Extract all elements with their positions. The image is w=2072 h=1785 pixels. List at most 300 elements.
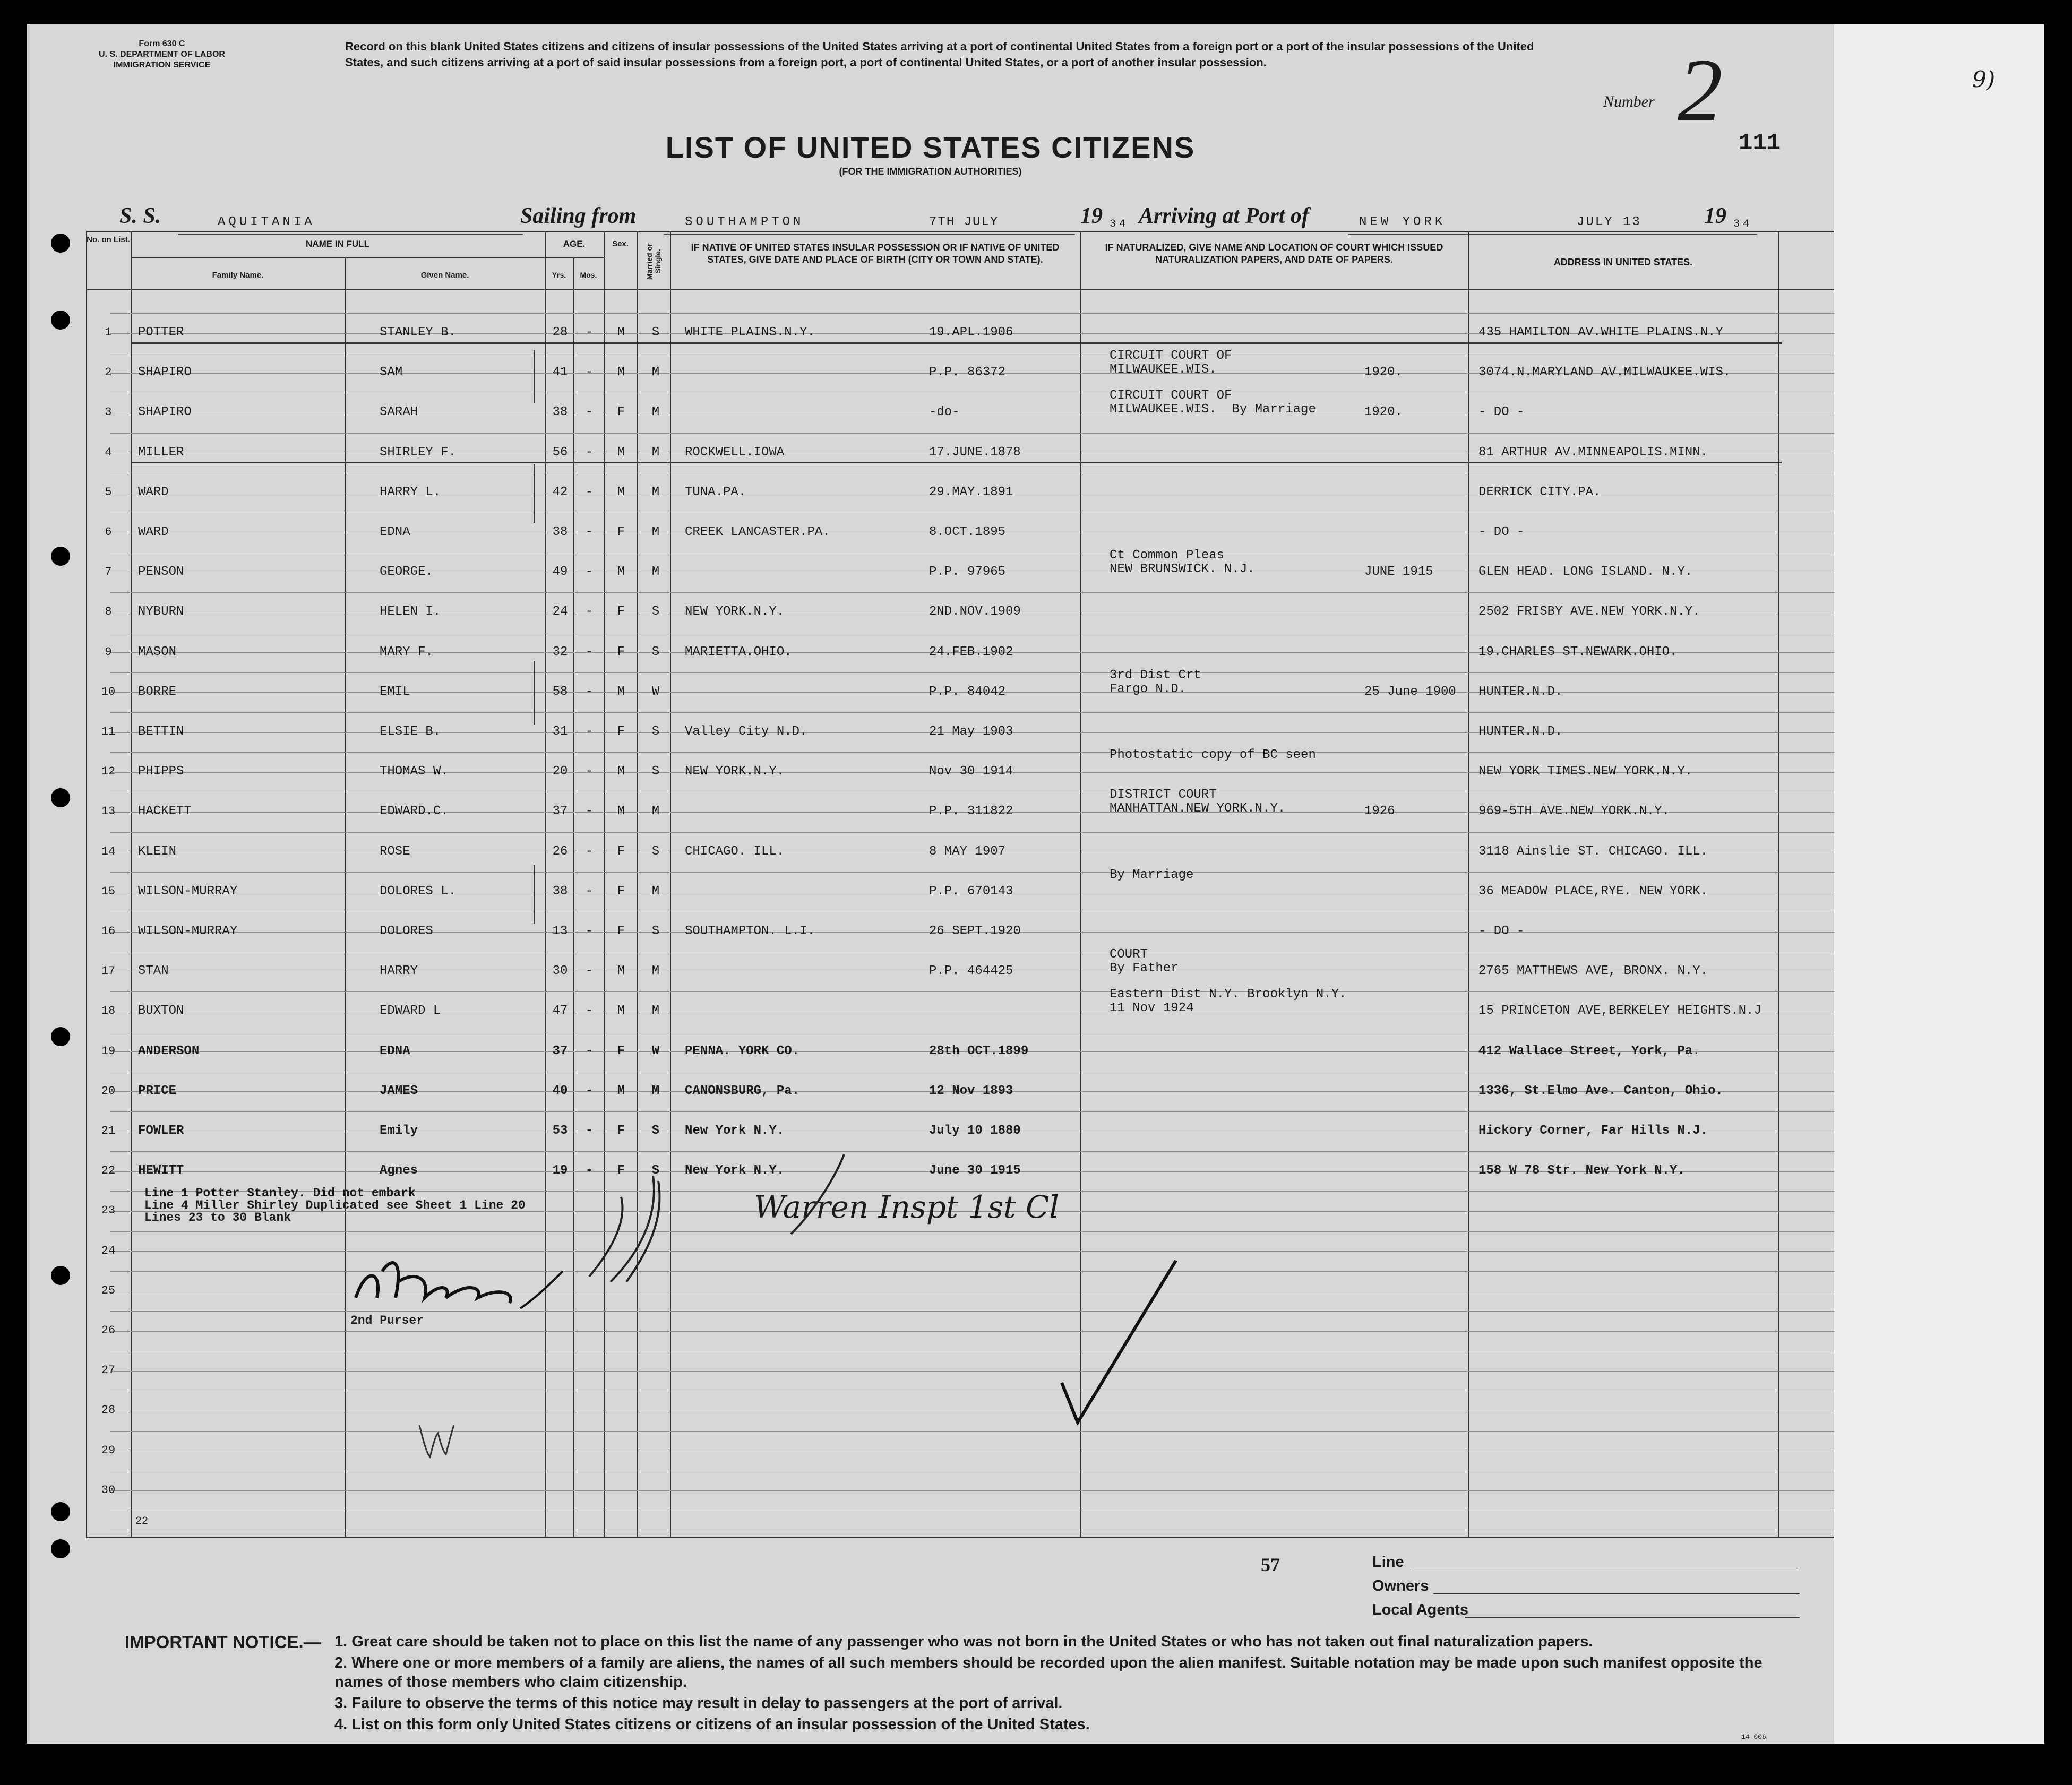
- marital-status-cell: M: [651, 485, 660, 499]
- row-number: 21: [101, 1124, 116, 1137]
- given-name-cell: EDNA: [380, 525, 410, 539]
- family-name-cell: POTTER: [138, 325, 184, 340]
- address-cell: 15 PRINCETON AVE,BERKELEY HEIGHTS.N.J: [1478, 1004, 1761, 1018]
- sex-cell: F: [617, 1124, 625, 1138]
- binder-hole: [51, 1502, 70, 1521]
- given-name-cell: EDWARD L: [380, 1004, 441, 1018]
- row-number: 10: [101, 685, 116, 699]
- naturalization-date-cell: 25 June 1900: [1364, 685, 1456, 699]
- address-cell: 2765 MATTHEWS AVE, BRONX. N.Y.: [1478, 964, 1708, 978]
- age-years-cell: 24: [552, 605, 568, 619]
- row-number: 18: [101, 1004, 116, 1017]
- notice-item: 3. Failure to observe the terms of this notice may result in delay to passengers at the port of arrival.: [334, 1695, 1063, 1712]
- family-bracket: [534, 464, 535, 523]
- row-number: 28: [101, 1403, 116, 1417]
- address-cell: 969-5TH AVE.NEW YORK.N.Y.: [1478, 804, 1670, 818]
- arrival-date: JULY 13: [1577, 215, 1641, 229]
- given-name-cell: HARRY L.: [380, 485, 441, 499]
- sex-cell: M: [617, 685, 625, 699]
- marital-status-cell: M: [651, 445, 660, 460]
- age-months-cell: -: [585, 525, 594, 539]
- birth-date-cell: July 10 1880: [929, 1124, 1021, 1138]
- col-divider-married: [670, 231, 671, 1537]
- age-subheader-border: [545, 257, 604, 258]
- age-months-cell: -: [585, 1163, 594, 1178]
- birth-date-cell: Nov 30 1914: [929, 764, 1013, 779]
- list-number: 2: [1678, 40, 1723, 140]
- row-number: 15: [101, 885, 116, 898]
- row-number: 3: [105, 406, 112, 419]
- row-number: 11: [101, 725, 116, 738]
- line-label: Line: [1372, 1554, 1404, 1571]
- manifest-sheet: [27, 24, 1834, 1744]
- birth-date-cell: P.P. 97965: [929, 565, 1006, 579]
- given-name-cell: DOLORES L.: [380, 884, 457, 899]
- family-name-cell: KLEIN: [138, 844, 177, 859]
- family-name-cell: WILSON-MURRAY: [138, 884, 238, 899]
- row-number: 1: [105, 326, 112, 339]
- address-cell: 158 W 78 Str. New York N.Y.: [1478, 1163, 1685, 1178]
- age-months-cell: -: [585, 365, 594, 380]
- marital-status-cell: S: [651, 645, 660, 659]
- marital-status-cell: M: [651, 964, 660, 978]
- birth-place-cell: CREEK LANCASTER.PA.: [685, 525, 830, 539]
- birth-date-cell: 8.OCT.1895: [929, 525, 1006, 539]
- sailing-port: SOUTHAMPTON: [685, 215, 804, 229]
- given-name-cell: STANLEY B.: [380, 325, 457, 340]
- bottom-margin-note: 22: [135, 1515, 149, 1528]
- arriving-label: Arriving at Port of: [1139, 204, 1309, 228]
- form-line: Form 630 C: [139, 39, 185, 48]
- arrival-year: 34: [1733, 218, 1753, 230]
- given-name-cell: HARRY: [380, 964, 418, 978]
- sex-cell: M: [617, 1004, 625, 1018]
- family-name-cell: STAN: [138, 964, 169, 978]
- col-header-yrs: Yrs.: [552, 271, 566, 279]
- age-months-cell: -: [585, 685, 594, 699]
- ruled-line: [110, 592, 1834, 593]
- margin-strip: [1834, 24, 2044, 1744]
- initials-mark: [409, 1415, 462, 1462]
- naturalization-date-cell: JUNE 1915: [1364, 565, 1433, 579]
- important-notice-title: IMPORTANT NOTICE.—: [125, 1632, 321, 1652]
- address-cell: DERRICK CITY.PA.: [1478, 485, 1601, 499]
- arrival-year-label: 19: [1704, 204, 1726, 228]
- age-years-cell: 31: [552, 725, 568, 739]
- age-years-cell: 47: [552, 1004, 568, 1018]
- ship-name: AQUITANIA: [218, 215, 315, 229]
- birth-date-cell: 17.JUNE.1878: [929, 445, 1021, 460]
- birth-date-cell: 12 Nov 1893: [929, 1084, 1013, 1098]
- family-name-cell: BETTIN: [138, 725, 184, 739]
- given-name-cell: EMIL: [380, 685, 410, 699]
- birth-date-cell: -do-: [929, 405, 960, 419]
- address-cell: 435 HAMILTON AV.WHITE PLAINS.N.Y: [1478, 325, 1723, 340]
- given-name-cell: HELEN I.: [380, 605, 441, 619]
- family-name-cell: WARD: [138, 525, 169, 539]
- age-years-cell: 38: [552, 884, 568, 899]
- row-number: 24: [101, 1244, 116, 1257]
- arrival-port: NEW YORK: [1359, 215, 1446, 229]
- family-bracket: [534, 661, 535, 725]
- age-years-cell: 28: [552, 325, 568, 340]
- row-number: 12: [101, 765, 116, 778]
- row-number: 22: [101, 1164, 116, 1177]
- number-label: Number: [1603, 93, 1655, 110]
- sheet-ref: 57: [1261, 1554, 1280, 1575]
- checkmark: [1051, 1255, 1184, 1425]
- marital-status-cell: S: [651, 764, 660, 779]
- age-years-cell: 49: [552, 565, 568, 579]
- local-agents-field: [1465, 1617, 1800, 1618]
- ss-label: S. S.: [119, 204, 161, 228]
- age-years-cell: 41: [552, 365, 568, 380]
- sex-cell: F: [617, 884, 625, 899]
- marital-status-cell: S: [651, 605, 660, 619]
- col-header-birth: IF NATIVE OF UNITED STATES INSULAR POSSESSION OR IF NATIVE OF UNITED STATES, GIVE DATE AND PLACE OF BIRTH (CITY OR TOWN AND STATE).: [691, 242, 1060, 265]
- notice-item: 4. List on this form only United States citizens or citizens of an insular possession of the United States.: [334, 1716, 1090, 1733]
- family-name-cell: NYBURN: [138, 605, 184, 619]
- family-name-cell: HEWITT: [138, 1163, 184, 1178]
- age-months-cell: -: [585, 405, 594, 419]
- birth-place-cell: CHICAGO. ILL.: [685, 844, 785, 859]
- age-years-cell: 53: [552, 1124, 568, 1138]
- sex-cell: F: [617, 1163, 625, 1178]
- row-number: 4: [105, 446, 112, 459]
- address-cell: 36 MEADOW PLACE,RYE. NEW YORK.: [1478, 884, 1708, 899]
- family-bracket: [534, 350, 535, 403]
- marital-status-cell: M: [651, 1004, 660, 1018]
- birth-place-cell: New York N.Y.: [685, 1163, 785, 1178]
- row-number: 6: [105, 525, 112, 539]
- row-number: 14: [101, 845, 116, 858]
- age-years-cell: 13: [552, 924, 568, 938]
- col-divider-naturalized: [1468, 231, 1469, 1537]
- binder-hole: [51, 1539, 70, 1558]
- birth-place-cell: CANONSBURG, Pa.: [685, 1084, 800, 1098]
- col-divider-no: [131, 231, 132, 1537]
- binder-hole: [51, 788, 70, 807]
- age-months-cell: -: [585, 645, 594, 659]
- sex-cell: F: [617, 525, 625, 539]
- sailing-year: 34: [1110, 218, 1129, 230]
- row-number: 8: [105, 605, 112, 618]
- sex-cell: M: [617, 764, 625, 779]
- given-name-cell: Agnes: [380, 1163, 418, 1178]
- ruled-line: [110, 832, 1834, 833]
- table-top-border: [86, 231, 1834, 232]
- sailing-underline: [664, 234, 1075, 235]
- binder-hole: [51, 234, 70, 253]
- sex-cell: M: [617, 485, 625, 499]
- naturalization-court-cell: By Marriage: [1110, 868, 1194, 882]
- birth-place-cell: New York N.Y.: [685, 1124, 785, 1138]
- age-years-cell: 40: [552, 1084, 568, 1098]
- col-header-naturalized: IF NATURALIZED, GIVE NAME AND LOCATION OF COURT WHICH ISSUED NATURALIZATION PAPERS, AND DATE OF PAPERS.: [1105, 242, 1443, 265]
- marital-status-cell: M: [651, 804, 660, 818]
- sailing-from-label: Sailing from: [520, 204, 637, 228]
- address-cell: - DO -: [1478, 924, 1525, 938]
- naturalization-court-cell: Eastern Dist N.Y. Brooklyn N.Y. 11 Nov 1924: [1110, 987, 1347, 1015]
- age-years-cell: 20: [552, 764, 568, 779]
- given-name-cell: MARY F.: [380, 645, 433, 659]
- family-name-cell: FOWLER: [138, 1124, 184, 1138]
- page-subtitle: (FOR THE IMMIGRATION AUTHORITIES): [839, 166, 1022, 177]
- table-header-bottom-border: [86, 289, 1834, 290]
- naturalization-court-cell: CIRCUIT COURT OF MILWAUKEE.WIS.: [1110, 349, 1232, 377]
- family-name-cell: SHAPIRO: [138, 365, 192, 380]
- row-number: 30: [101, 1484, 116, 1497]
- strike-line-4: [131, 462, 1782, 463]
- purser-signature: [345, 1239, 568, 1319]
- family-name-cell: WILSON-MURRAY: [138, 924, 238, 938]
- col-header-sex: Sex.: [612, 239, 629, 248]
- page-title: LIST OF UNITED STATES CITIZENS: [665, 131, 1196, 164]
- row-number: 5: [105, 486, 112, 499]
- family-name-cell: ANDERSON: [138, 1044, 200, 1058]
- age-years-cell: 26: [552, 844, 568, 859]
- address-cell: 1336, St.Elmo Ave. Canton, Ohio.: [1478, 1084, 1723, 1098]
- given-name-cell: Emily: [380, 1124, 418, 1138]
- age-years-cell: 19: [552, 1163, 568, 1178]
- sex-cell: M: [617, 1084, 625, 1098]
- sailing-year-label: 19: [1080, 204, 1103, 228]
- age-months-cell: -: [585, 1044, 594, 1058]
- birth-date-cell: 2ND.NOV.1909: [929, 605, 1021, 619]
- age-years-cell: 32: [552, 645, 568, 659]
- given-name-cell: ROSE: [380, 844, 410, 859]
- birth-date-cell: 21 May 1903: [929, 725, 1013, 739]
- family-name-cell: SHAPIRO: [138, 405, 192, 419]
- address-cell: 412 Wallace Street, York, Pa.: [1478, 1044, 1700, 1058]
- strike-line-1: [131, 342, 1782, 344]
- col-divider-family: [345, 257, 346, 1537]
- age-months-cell: -: [585, 1124, 594, 1138]
- address-cell: GLEN HEAD. LONG ISLAND. N.Y.: [1478, 565, 1693, 579]
- birth-date-cell: 28th OCT.1899: [929, 1044, 1029, 1058]
- ship-underline: [178, 234, 523, 235]
- marital-status-cell: M: [651, 565, 660, 579]
- birth-date-cell: P.P. 464425: [929, 964, 1013, 978]
- address-cell: HUNTER.N.D.: [1478, 685, 1563, 699]
- age-years-cell: 38: [552, 405, 568, 419]
- address-cell: 3118 Ainslie ST. CHICAGO. ILL.: [1478, 844, 1708, 859]
- age-months-cell: -: [585, 764, 594, 779]
- sex-cell: M: [617, 325, 625, 340]
- family-name-cell: PRICE: [138, 1084, 177, 1098]
- address-cell: - DO -: [1478, 405, 1525, 419]
- family-name-cell: MASON: [138, 645, 177, 659]
- ruled-line: [110, 313, 1834, 314]
- table-left-border: [86, 231, 87, 1537]
- naturalization-court-cell: DISTRICT COURT MANHATTAN.NEW YORK.N.Y.: [1110, 788, 1286, 816]
- ruled-line: [110, 1151, 1834, 1152]
- address-cell: - DO -: [1478, 525, 1525, 539]
- marital-status-cell: M: [651, 525, 660, 539]
- age-months-cell: -: [585, 924, 594, 938]
- age-months-cell: -: [585, 964, 594, 978]
- birth-place-cell: NEW YORK.N.Y.: [685, 605, 785, 619]
- col-header-given-name: Given Name.: [420, 271, 469, 280]
- address-cell: 19.CHARLES ST.NEWARK.OHIO.: [1478, 645, 1678, 659]
- binder-hole: [51, 1266, 70, 1285]
- birth-date-cell: P.P. 311822: [929, 804, 1013, 818]
- row-number: 2: [105, 366, 112, 379]
- birth-place-cell: ROCKWELL.IOWA: [685, 445, 785, 460]
- given-name-cell: DOLORES: [380, 924, 433, 938]
- ruled-line: [110, 752, 1834, 753]
- age-months-cell: -: [585, 565, 594, 579]
- col-divider-given: [545, 231, 546, 1537]
- naturalization-court-cell: Ct Common Pleas NEW BRUNSWICK. N.J.: [1110, 548, 1255, 576]
- address-cell: Hickory Corner, Far Hills N.J.: [1478, 1124, 1708, 1138]
- birth-date-cell: P.P. 86372: [929, 365, 1006, 380]
- col-header-family-name: Family Name.: [212, 271, 264, 280]
- birth-date-cell: 19.APL.1906: [929, 325, 1013, 340]
- age-years-cell: 37: [552, 804, 568, 818]
- row-number: 20: [101, 1084, 116, 1098]
- row-number: 9: [105, 645, 112, 659]
- sex-cell: F: [617, 405, 625, 419]
- ruled-line: [110, 672, 1834, 673]
- initials-mark: [780, 1149, 865, 1245]
- age-months-cell: -: [585, 485, 594, 499]
- family-name-cell: PHIPPS: [138, 764, 184, 779]
- birth-date-cell: 29.MAY.1891: [929, 485, 1013, 499]
- naturalization-date-cell: 1920.: [1364, 405, 1403, 419]
- given-name-cell: SARAH: [380, 405, 418, 419]
- sex-cell: M: [617, 565, 625, 579]
- birth-place-cell: Valley City N.D.: [685, 725, 807, 739]
- notice-item: 2. Where one or more members of a family are aliens, the names of all such members should be recorded upon the alien manifest. Suitable notation may be made upon such manifest opposite the names of those members who claim citizenship.: [334, 1654, 1763, 1691]
- ruled-line: [110, 1331, 1834, 1332]
- owners-field: [1433, 1593, 1800, 1594]
- marital-status-cell: S: [651, 1163, 660, 1178]
- inspector-signature: Warren Inspt 1st Cl: [754, 1189, 1059, 1225]
- col-divider-mos: [604, 231, 605, 1537]
- age-months-cell: -: [585, 1084, 594, 1098]
- note-line-2: Line 4 Miller Shirley Duplicated see Sheet 1 Line 20: [144, 1198, 526, 1212]
- naturalization-court-cell: 3rd Dist Crt Fargo N.D.: [1110, 668, 1201, 696]
- sailing-date: 7TH JULY: [929, 215, 999, 229]
- ruled-line: [110, 872, 1834, 873]
- col-header-age: AGE.: [563, 239, 586, 249]
- marital-status-cell: S: [651, 725, 660, 739]
- marital-status-cell: M: [651, 1084, 660, 1098]
- sex-cell: M: [617, 365, 625, 380]
- marital-status-cell: W: [651, 685, 660, 699]
- ruled-line: [110, 1371, 1834, 1372]
- given-name-cell: ELSIE B.: [380, 725, 441, 739]
- address-cell: 3074.N.MARYLAND AV.MILWAUKEE.WIS.: [1478, 365, 1731, 380]
- sex-cell: F: [617, 1044, 625, 1058]
- form-code: 14-006: [1741, 1733, 1766, 1741]
- marital-status-cell: M: [651, 884, 660, 899]
- col-divider-sex: [637, 231, 638, 1537]
- table-bottom-border: [86, 1537, 1834, 1538]
- row-number: 29: [101, 1444, 116, 1457]
- row-number: 26: [101, 1324, 116, 1337]
- age-months-cell: -: [585, 804, 594, 818]
- family-name-cell: PENSON: [138, 565, 184, 579]
- sex-cell: F: [617, 725, 625, 739]
- age-months-cell: -: [585, 725, 594, 739]
- name-subheader-border: [131, 257, 545, 258]
- col-header-married: Married or Single.: [645, 243, 662, 280]
- given-name-cell: EDNA: [380, 1044, 410, 1058]
- arrival-underline: [1348, 234, 1757, 235]
- sex-cell: F: [617, 645, 625, 659]
- naturalization-court-cell: CIRCUIT COURT OF MILWAUKEE.WIS. By Marriage: [1110, 389, 1316, 417]
- sex-cell: F: [617, 605, 625, 619]
- marital-status-cell: S: [651, 325, 660, 340]
- family-name-cell: MILLER: [138, 445, 184, 460]
- birth-place-cell: TUNA.PA.: [685, 485, 746, 499]
- age-years-cell: 38: [552, 525, 568, 539]
- age-months-cell: -: [585, 445, 594, 460]
- sex-cell: M: [617, 445, 625, 460]
- birth-date-cell: 8 MAY 1907: [929, 844, 1006, 859]
- col-divider-yrs: [573, 257, 574, 1537]
- age-years-cell: 58: [552, 685, 568, 699]
- given-name-cell: SAM: [380, 365, 403, 380]
- form-line: IMMIGRATION SERVICE: [113, 61, 211, 70]
- sex-cell: F: [617, 844, 625, 859]
- page-number: 111: [1739, 130, 1781, 157]
- address-cell: 2502 FRISBY AVE.NEW YORK.N.Y.: [1478, 605, 1700, 619]
- row-number: 23: [101, 1204, 116, 1217]
- family-bracket: [534, 865, 535, 924]
- age-months-cell: -: [585, 884, 594, 899]
- birth-place-cell: MARIETTA.OHIO.: [685, 645, 792, 659]
- sex-cell: M: [617, 964, 625, 978]
- row-number: 19: [101, 1045, 116, 1058]
- birth-date-cell: 24.FEB.1902: [929, 645, 1013, 659]
- row-number: 16: [101, 925, 116, 938]
- ruled-line: [110, 1231, 1834, 1232]
- marital-status-cell: M: [651, 405, 660, 419]
- binder-hole: [51, 1027, 70, 1046]
- notice-item: 1. Great care should be taken not to place on this list the name of any passenger who was not born in the United States or who has not taken out final naturalization papers.: [334, 1633, 1593, 1650]
- given-name-cell: EDWARD.C.: [380, 804, 449, 818]
- ruled-line: [110, 712, 1834, 713]
- age-years-cell: 56: [552, 445, 568, 460]
- marital-status-cell: S: [651, 844, 660, 859]
- binder-hole: [51, 311, 70, 330]
- age-years-cell: 37: [552, 1044, 568, 1058]
- ruled-line: [110, 1111, 1834, 1112]
- birth-date-cell: June 30 1915: [929, 1163, 1021, 1178]
- given-name-cell: JAMES: [380, 1084, 418, 1098]
- form-id-block: [82, 39, 242, 71]
- col-header-address: ADDRESS IN UNITED STATES.: [1553, 257, 1693, 268]
- row-number: 17: [101, 964, 116, 978]
- address-cell: 81 ARTHUR AV.MINNEAPOLIS.MINN.: [1478, 445, 1708, 460]
- sex-cell: F: [617, 924, 625, 938]
- given-name-cell: SHIRLEY F.: [380, 445, 457, 460]
- col-header-name-in-full: NAME IN FULL: [306, 239, 369, 249]
- local-agents-label: Local Agents: [1372, 1601, 1469, 1618]
- col-divider-address: [1778, 231, 1779, 1537]
- birth-place-cell: PENNA. YORK CO.: [685, 1044, 800, 1058]
- age-years-cell: 42: [552, 485, 568, 499]
- marital-status-cell: W: [651, 1044, 660, 1058]
- ruled-line: [110, 991, 1834, 992]
- age-months-cell: -: [585, 605, 594, 619]
- birth-place-cell: NEW YORK.N.Y.: [685, 764, 785, 779]
- marital-status-cell: M: [651, 365, 660, 380]
- age-years-cell: 30: [552, 964, 568, 978]
